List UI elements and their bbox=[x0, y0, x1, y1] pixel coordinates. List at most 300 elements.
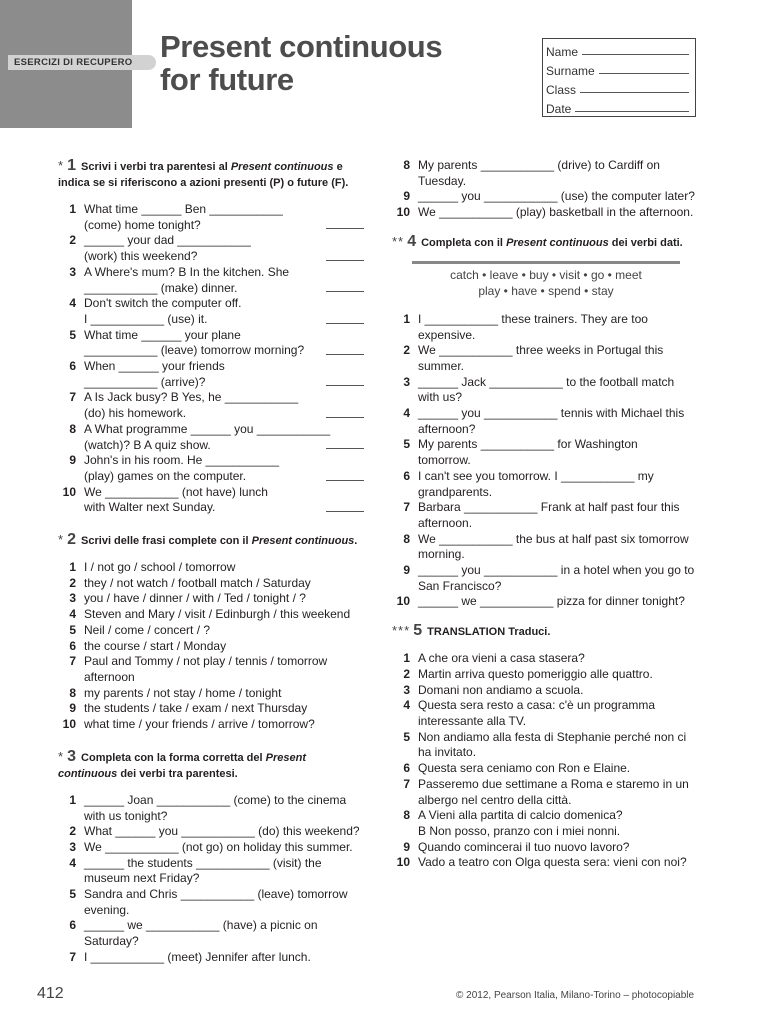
item-text bbox=[418, 343, 702, 374]
item-line: afternoon bbox=[84, 669, 135, 684]
exercise-item bbox=[392, 437, 702, 468]
item-number: 10 bbox=[62, 484, 76, 499]
item-line: We ___________ (not have) lunch bbox=[84, 484, 268, 499]
verb-word-box bbox=[412, 261, 680, 299]
item-number: 1 bbox=[69, 792, 76, 807]
exercise-item bbox=[392, 698, 702, 729]
exercise-number: 4 bbox=[407, 232, 417, 250]
title-line-1: Present continuous bbox=[160, 29, 443, 64]
item-number: 2 bbox=[403, 343, 410, 358]
item-text bbox=[84, 840, 364, 856]
item-line: ha invitato. bbox=[418, 745, 477, 760]
exercise-1 bbox=[58, 158, 364, 516]
item-text bbox=[418, 777, 702, 808]
item-number: 6 bbox=[403, 761, 410, 776]
name-field[interactable] bbox=[546, 40, 695, 59]
item-line: We ___________ three weeks in Portugal this bbox=[418, 343, 664, 358]
item-number: 9 bbox=[403, 189, 410, 204]
item-text bbox=[84, 453, 364, 484]
item-text bbox=[418, 594, 702, 610]
difficulty-stars: *** bbox=[392, 623, 411, 639]
item-text bbox=[418, 730, 702, 761]
item-number: 4 bbox=[69, 607, 76, 622]
surname-label: Surname bbox=[546, 64, 595, 78]
item-line: A Where's mum? B In the kitchen. She bbox=[84, 264, 290, 279]
item-line: (come) home tonight? bbox=[84, 217, 201, 232]
item-line: with us? bbox=[418, 390, 463, 405]
instruction-text: indica se si riferiscono a azioni presenti (P) o future (F). bbox=[58, 177, 349, 189]
surname-line bbox=[599, 73, 689, 74]
exercise-item bbox=[58, 202, 364, 233]
item-text bbox=[418, 437, 702, 468]
item-line: What ______ you ___________ (do) this weekend? bbox=[84, 824, 360, 839]
exercise-item bbox=[392, 563, 702, 594]
item-number: 2 bbox=[403, 666, 410, 681]
spacer bbox=[58, 516, 364, 532]
item-text bbox=[418, 698, 702, 729]
item-text bbox=[84, 793, 364, 824]
item-text bbox=[84, 639, 364, 655]
exercise-item bbox=[392, 777, 702, 808]
difficulty-stars: * bbox=[58, 158, 65, 173]
item-line: expensive. bbox=[418, 327, 476, 342]
exercise-item bbox=[392, 406, 702, 437]
item-text bbox=[84, 560, 364, 576]
exercise-item bbox=[58, 359, 364, 390]
item-number: 2 bbox=[69, 575, 76, 590]
exercise-item bbox=[392, 189, 702, 205]
item-text bbox=[84, 623, 364, 639]
exercise-item bbox=[392, 683, 702, 699]
item-number: 5 bbox=[403, 437, 410, 452]
spacer bbox=[392, 221, 702, 234]
item-line: tomorrow. bbox=[418, 453, 471, 468]
exercise-item bbox=[58, 701, 364, 717]
item-number: 1 bbox=[69, 202, 76, 216]
student-info-box bbox=[542, 38, 696, 117]
item-line: I can't see you tomorrow. I ___________ my bbox=[418, 468, 654, 483]
item-text bbox=[418, 469, 702, 500]
item-line: Quando comincerai il tuo nuovo lavoro? bbox=[418, 839, 630, 854]
item-line: summer. bbox=[418, 358, 465, 373]
item-text bbox=[418, 406, 702, 437]
instruction-text: continuous bbox=[58, 767, 118, 780]
item-line: the course / start / Monday bbox=[84, 638, 227, 653]
exercise-items bbox=[58, 793, 364, 966]
item-line: afternoon? bbox=[418, 421, 476, 436]
item-text bbox=[418, 808, 702, 839]
item-line: What time ______ your plane bbox=[84, 327, 241, 342]
exercise-items bbox=[392, 312, 702, 610]
item-text bbox=[418, 500, 702, 531]
item-line: Domani non andiamo a scuola. bbox=[418, 682, 584, 697]
item-line: ______ you ___________ in a hotel when you go to bbox=[418, 563, 695, 578]
item-number: 10 bbox=[62, 717, 76, 732]
item-line: My parents ___________ (drive) to Cardiff on bbox=[418, 158, 660, 172]
instruction-text: Present continuous bbox=[230, 161, 334, 173]
difficulty-stars: ** bbox=[392, 233, 405, 249]
exercise-item bbox=[58, 717, 364, 733]
item-line: Questa sera ceniamo con Ron e Elaine. bbox=[418, 761, 631, 776]
exercise-number: 3 bbox=[67, 747, 77, 765]
item-line: Paul and Tommy / not play / tennis / tomorrow bbox=[84, 654, 328, 669]
exercise-item bbox=[58, 950, 364, 966]
item-text bbox=[84, 717, 364, 733]
item-line: ______ you ___________ tennis with Michael this bbox=[418, 406, 685, 421]
exercise-item bbox=[58, 296, 364, 327]
item-line: We ___________ (play) basketball in the afternoon. bbox=[418, 205, 694, 220]
item-line: ___________ (leave) tomorrow morning? bbox=[84, 343, 305, 358]
item-text bbox=[84, 654, 364, 685]
item-line: (do) his homework. bbox=[84, 406, 187, 421]
title-line-2: for future bbox=[160, 62, 294, 97]
exercise-3-continued bbox=[392, 158, 702, 221]
item-text bbox=[418, 563, 702, 594]
item-number: 8 bbox=[69, 685, 76, 700]
exercise-number: 5 bbox=[413, 622, 423, 640]
item-number: 1 bbox=[403, 651, 410, 666]
item-line: ______ we ___________ (have) a picnic on bbox=[84, 918, 318, 933]
exercise-item bbox=[58, 233, 364, 264]
item-number: 7 bbox=[69, 390, 76, 405]
exercise-number: 1 bbox=[67, 157, 77, 174]
answer-blank[interactable] bbox=[326, 385, 364, 386]
item-text bbox=[84, 887, 364, 918]
item-number: 6 bbox=[69, 918, 76, 933]
item-line: B Non posso, pranzo con i miei nonni. bbox=[418, 823, 621, 838]
item-line: my parents / not stay / home / tonight bbox=[84, 685, 282, 700]
item-text bbox=[84, 296, 364, 327]
item-text bbox=[418, 761, 702, 777]
exercise-item bbox=[392, 667, 702, 683]
item-line: you / have / dinner / with / Ted / tonight / ? bbox=[84, 591, 306, 606]
instruction-text: Present continuous bbox=[506, 236, 609, 249]
instruction-text: e bbox=[333, 161, 343, 173]
item-text bbox=[418, 158, 702, 189]
item-text bbox=[84, 591, 364, 607]
name-line bbox=[582, 54, 689, 55]
exercise-item bbox=[392, 375, 702, 406]
item-line: A What programme ______ you ___________ bbox=[84, 421, 331, 436]
item-text bbox=[84, 607, 364, 623]
exercise-heading bbox=[58, 749, 364, 782]
exercise-items bbox=[58, 202, 364, 516]
answer-blank[interactable] bbox=[326, 323, 364, 324]
exercise-item bbox=[392, 840, 702, 856]
item-number: 4 bbox=[69, 296, 76, 311]
item-line: ___________ (make) dinner. bbox=[84, 280, 238, 295]
item-number: 5 bbox=[69, 622, 76, 637]
item-line: (work) this weekend? bbox=[84, 249, 198, 264]
item-line: Barbara ___________ Frank at half past four this bbox=[418, 500, 680, 515]
item-line: afternoon. bbox=[418, 515, 473, 530]
item-number: 10 bbox=[396, 205, 410, 220]
exercise-item bbox=[392, 205, 702, 221]
exercise-item bbox=[58, 560, 364, 576]
item-line: museum next Friday? bbox=[84, 871, 200, 886]
item-line: (watch)? B A quiz show. bbox=[84, 437, 211, 452]
item-number: 5 bbox=[69, 887, 76, 902]
item-line: Neil / come / concert / ? bbox=[84, 622, 211, 637]
item-text bbox=[418, 840, 702, 856]
exercise-item bbox=[392, 158, 702, 189]
item-text bbox=[418, 532, 702, 563]
item-line: they / not watch / football match / Saturday bbox=[84, 575, 311, 590]
item-number: 8 bbox=[403, 531, 410, 546]
instruction-text: TRANSLATION Traduci. bbox=[427, 626, 551, 639]
answer-blank[interactable] bbox=[326, 228, 364, 229]
exercise-item bbox=[58, 824, 364, 840]
surname-field[interactable] bbox=[546, 59, 695, 78]
exercise-heading bbox=[392, 234, 702, 251]
instruction-line bbox=[58, 766, 364, 782]
item-line: John's in his room. He ___________ bbox=[84, 453, 280, 468]
exercise-item bbox=[392, 855, 702, 871]
item-number: 1 bbox=[403, 311, 410, 326]
item-number: 9 bbox=[403, 563, 410, 578]
item-text bbox=[84, 390, 364, 421]
exercise-item bbox=[58, 591, 364, 607]
item-number: 3 bbox=[69, 264, 76, 279]
item-line: I ___________ these trainers. They are too bbox=[418, 311, 648, 326]
exercise-item bbox=[392, 594, 702, 610]
exercise-number: 2 bbox=[67, 531, 77, 549]
date-line bbox=[575, 111, 689, 112]
item-line: Tuesday. bbox=[418, 173, 467, 188]
item-line: albergo nel centro della città. bbox=[418, 792, 572, 807]
item-line: with Walter next Sunday. bbox=[84, 500, 216, 515]
item-text bbox=[84, 233, 364, 264]
item-number: 5 bbox=[69, 327, 76, 342]
copyright-notice: © 2012, Pearson Italia, Milano-Torino – photocopiable bbox=[456, 990, 695, 1001]
date-label: Date bbox=[546, 102, 572, 116]
exercise-item bbox=[392, 651, 702, 667]
item-line: what time / your friends / arrive / tomorrow? bbox=[84, 717, 315, 732]
item-line: Questa sera resto a casa: c'è un programma bbox=[418, 698, 656, 713]
exercise-item bbox=[392, 808, 702, 839]
exercise-item bbox=[392, 343, 702, 374]
item-number: 2 bbox=[69, 824, 76, 839]
item-number: 7 bbox=[403, 500, 410, 515]
item-line: Steven and Mary / visit / Edinburgh / this weekend bbox=[84, 607, 351, 622]
item-text bbox=[418, 651, 702, 667]
item-number: 4 bbox=[403, 698, 410, 713]
item-number: 5 bbox=[403, 729, 410, 744]
exercise-item bbox=[58, 887, 364, 918]
exercise-item bbox=[58, 654, 364, 685]
item-number: 9 bbox=[69, 453, 76, 468]
answer-blank[interactable] bbox=[326, 354, 364, 355]
item-number: 10 bbox=[396, 855, 410, 870]
item-number: 7 bbox=[403, 776, 410, 791]
class-field[interactable] bbox=[546, 78, 695, 97]
exercise-item bbox=[58, 390, 364, 421]
item-line: When ______ your friends bbox=[84, 359, 225, 374]
item-number: 10 bbox=[396, 594, 410, 609]
item-line: ______ you ___________ (use) the computer later? bbox=[418, 189, 695, 204]
exercise-item bbox=[58, 639, 364, 655]
class-label: Class bbox=[546, 83, 577, 97]
item-line: ___________ (arrive)? bbox=[84, 374, 206, 389]
exercise-5 bbox=[392, 623, 702, 871]
item-text bbox=[84, 328, 364, 359]
item-line: evening. bbox=[84, 902, 130, 917]
item-text bbox=[84, 950, 364, 966]
exercise-3 bbox=[58, 749, 364, 966]
instruction-text: Scrivi i verbi tra parentesi al bbox=[81, 161, 231, 173]
item-line: Don't switch the computer off. bbox=[84, 296, 242, 311]
item-number: 3 bbox=[69, 591, 76, 606]
item-line: ______ Jack ___________ to the football match bbox=[418, 374, 675, 389]
answer-blank[interactable] bbox=[326, 480, 364, 481]
exercise-items bbox=[392, 651, 702, 871]
exercise-item bbox=[392, 469, 702, 500]
instruction-text: dei verbi dati. bbox=[608, 236, 683, 249]
item-line: What time ______ Ben ___________ bbox=[84, 202, 283, 216]
item-line: grandparents. bbox=[418, 484, 493, 499]
item-line: with us tonight? bbox=[84, 808, 168, 823]
exercise-item bbox=[392, 312, 702, 343]
exercise-item bbox=[58, 422, 364, 453]
item-line: Sandra and Chris ___________ (leave) tomorrow bbox=[84, 887, 348, 902]
item-line: ______ your dad ___________ bbox=[84, 233, 251, 248]
right-column bbox=[392, 158, 702, 871]
item-text bbox=[418, 667, 702, 683]
page-title bbox=[160, 30, 520, 96]
item-text bbox=[84, 202, 364, 233]
class-line bbox=[580, 92, 689, 93]
item-line: My parents ___________ for Washington bbox=[418, 437, 638, 452]
exercise-item bbox=[392, 532, 702, 563]
exercise-item bbox=[392, 761, 702, 777]
item-line: We ___________ the bus at half past six tomorrow bbox=[418, 531, 689, 546]
item-line: A Is Jack busy? B Yes, he ___________ bbox=[84, 390, 299, 405]
item-text bbox=[418, 375, 702, 406]
exercise-items bbox=[58, 560, 364, 733]
item-line: morning. bbox=[418, 547, 465, 562]
left-column bbox=[58, 158, 364, 966]
exercise-item bbox=[392, 500, 702, 531]
instruction-line bbox=[58, 158, 364, 175]
date-field[interactable] bbox=[546, 97, 695, 116]
item-line: ______ the students ___________ (visit) the bbox=[84, 855, 322, 870]
item-text bbox=[418, 189, 702, 205]
item-number: 1 bbox=[69, 560, 76, 575]
item-number: 3 bbox=[403, 374, 410, 389]
item-number: 4 bbox=[69, 855, 76, 870]
item-line: Non andiamo alla festa di Stephanie perché non ci bbox=[418, 729, 687, 744]
item-line: We ___________ (not go) on holiday this summer. bbox=[84, 839, 353, 854]
instruction-text: Present bbox=[265, 751, 306, 764]
exercise-item bbox=[58, 686, 364, 702]
item-line: Passeremo due settimane a Roma e staremo in un bbox=[418, 776, 689, 791]
item-number: 6 bbox=[69, 359, 76, 374]
page-number: 412 bbox=[37, 985, 64, 1002]
item-text bbox=[418, 312, 702, 343]
item-number: 6 bbox=[403, 468, 410, 483]
item-text bbox=[84, 359, 364, 390]
item-text bbox=[84, 824, 364, 840]
spacer bbox=[58, 733, 364, 749]
item-line: ______ Joan ___________ (come) to the cinema bbox=[84, 792, 347, 807]
exercise-heading bbox=[58, 158, 364, 191]
exercise-items bbox=[392, 158, 702, 221]
exercise-heading bbox=[58, 532, 364, 549]
exercise-4 bbox=[392, 234, 702, 610]
item-number: 9 bbox=[403, 839, 410, 854]
item-number: 2 bbox=[69, 233, 76, 248]
item-line: A Vieni alla partita di calcio domenica? bbox=[418, 808, 623, 823]
item-line: I ___________ (meet) Jennifer after lunch. bbox=[84, 949, 311, 964]
difficulty-stars: * bbox=[58, 532, 65, 548]
item-line: I / not go / school / tomorrow bbox=[84, 560, 236, 575]
item-line: I ___________ (use) it. bbox=[84, 311, 208, 326]
item-text bbox=[84, 701, 364, 717]
exercise-item bbox=[58, 576, 364, 592]
verb-list: play • have • spend • stay bbox=[478, 283, 614, 298]
answer-blank[interactable] bbox=[326, 260, 364, 261]
item-number: 8 bbox=[403, 158, 410, 172]
exercise-item bbox=[58, 856, 364, 887]
exercise-item bbox=[58, 485, 364, 516]
item-text bbox=[84, 485, 364, 516]
instruction-text: Completa con la forma corretta del bbox=[81, 751, 266, 764]
instruction-text: dei verbi tra parentesi. bbox=[117, 767, 238, 780]
item-number: 4 bbox=[403, 406, 410, 421]
exercise-2 bbox=[58, 532, 364, 733]
name-label: Name bbox=[546, 45, 579, 59]
item-line: interessante alla TV. bbox=[418, 713, 527, 728]
item-line: A che ora vieni a casa stasera? bbox=[418, 651, 585, 666]
instruction-text: Completa con il bbox=[421, 236, 507, 249]
instruction-text: . bbox=[354, 535, 358, 548]
spacer bbox=[392, 610, 702, 623]
item-text bbox=[418, 683, 702, 699]
item-line: the students / take / exam / next Thursday bbox=[84, 701, 308, 716]
item-number: 7 bbox=[69, 949, 76, 964]
answer-blank[interactable] bbox=[326, 291, 364, 292]
exercise-item bbox=[58, 328, 364, 359]
item-number: 8 bbox=[403, 808, 410, 823]
exercise-item bbox=[392, 730, 702, 761]
answer-blank[interactable] bbox=[326, 417, 364, 418]
item-number: 3 bbox=[403, 682, 410, 697]
answer-blank[interactable] bbox=[326, 448, 364, 449]
instruction-line bbox=[58, 749, 364, 766]
item-number: 9 bbox=[69, 701, 76, 716]
answer-blank[interactable] bbox=[326, 511, 364, 512]
item-line: Martin arriva questo pomeriggio alle quattro. bbox=[418, 666, 653, 681]
exercise-item bbox=[58, 793, 364, 824]
exercise-heading bbox=[392, 623, 702, 640]
instruction-line bbox=[58, 175, 364, 191]
item-line: San Francisco? bbox=[418, 578, 502, 593]
exercise-item bbox=[58, 265, 364, 296]
exercise-item bbox=[58, 918, 364, 949]
item-text bbox=[84, 576, 364, 592]
item-line: (play) games on the computer. bbox=[84, 468, 247, 483]
item-text bbox=[84, 918, 364, 949]
instruction-text: Scrivi delle frasi complete con il bbox=[81, 535, 252, 548]
difficulty-stars: * bbox=[58, 748, 65, 764]
item-number: 8 bbox=[69, 421, 76, 436]
item-line: Vado a teatro con Olga questa sera: vieni con noi? bbox=[418, 855, 687, 870]
item-line: ______ we ___________ pizza for dinner tonight? bbox=[418, 594, 685, 609]
item-text bbox=[418, 205, 702, 221]
exercise-item bbox=[58, 453, 364, 484]
item-number: 3 bbox=[69, 839, 76, 854]
item-text bbox=[418, 855, 702, 871]
